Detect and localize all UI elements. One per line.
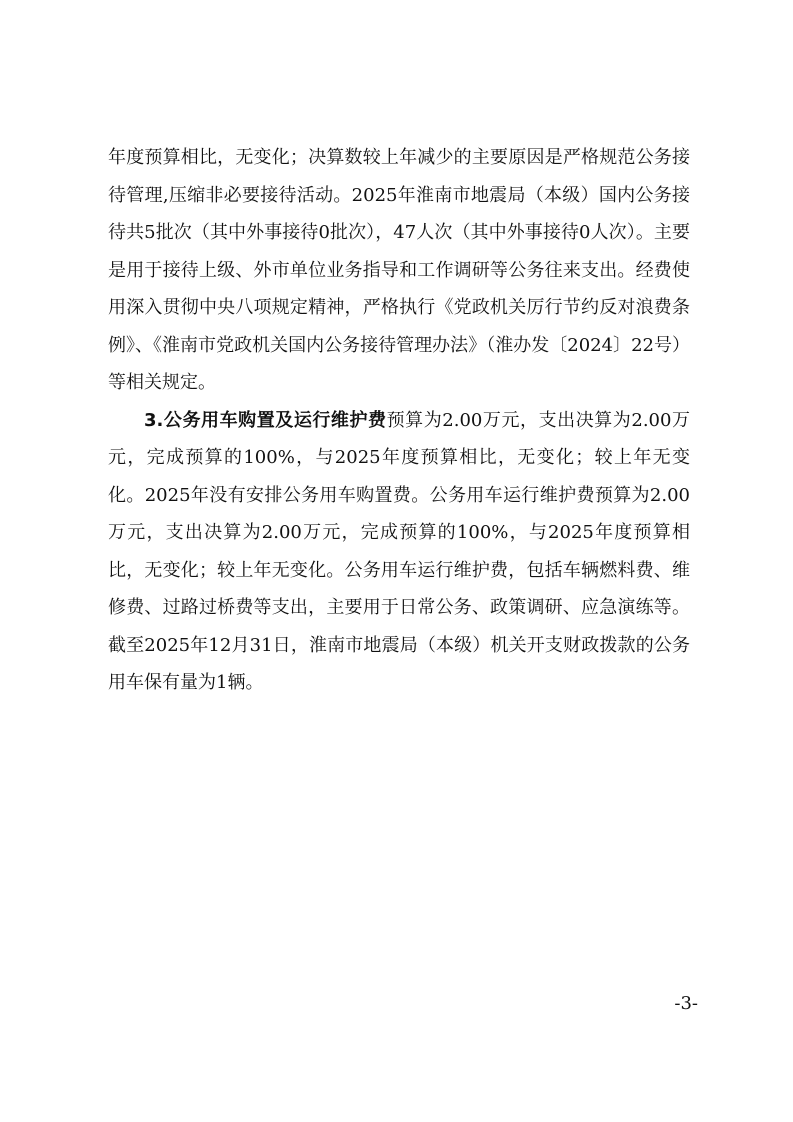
paragraph-vehicle <box>108 402 690 702</box>
page-number: -3- <box>674 993 698 1014</box>
paragraph-vehicle-body: 预算为2.00万元，支出决算为2.00万元，完成预算的100%，与2025年度预算相比，无变化；较上年无变化。2025年没有安排公务用车购置费。公务用车运行维护费预算为2.00万元，支出决算为2.00万元，完成预算的100%，与2025年度预算相比，无变化；较上年无变化。公务用车运行维护费，包括车辆燃料费、维修费、过路过桥费等支出，主要用于日常公务、政策调研、应急演练等。截至2025年12月31日，淮南市地震局（本级）机关开支财政拨款的公务用车保有量为1辆。 <box>108 409 690 693</box>
document-body <box>108 139 690 702</box>
paragraph-reception: 年度预算相比，无变化；决算数较上年减少的主要原因是严格规范公务接待管理,压缩非必要接待活动。2025年淮南市地震局（本级）国内公务接待共5批次（其中外事接待0批次），47人次（其中外事接待0人次）。主要是用于接待上级、外市单位业务指导和工作调研等公务往来支出。经费使用深入贯彻中央八项规定精神，严格执行《党政机关厉行节约反对浪费条例》、《淮南市党政机关国内公务接待管理办法》（淮办发〔2024〕22号）等相关规定。 <box>108 147 690 393</box>
section-heading-vehicle: 3.公务用车购置及运行维护费 <box>144 409 387 431</box>
